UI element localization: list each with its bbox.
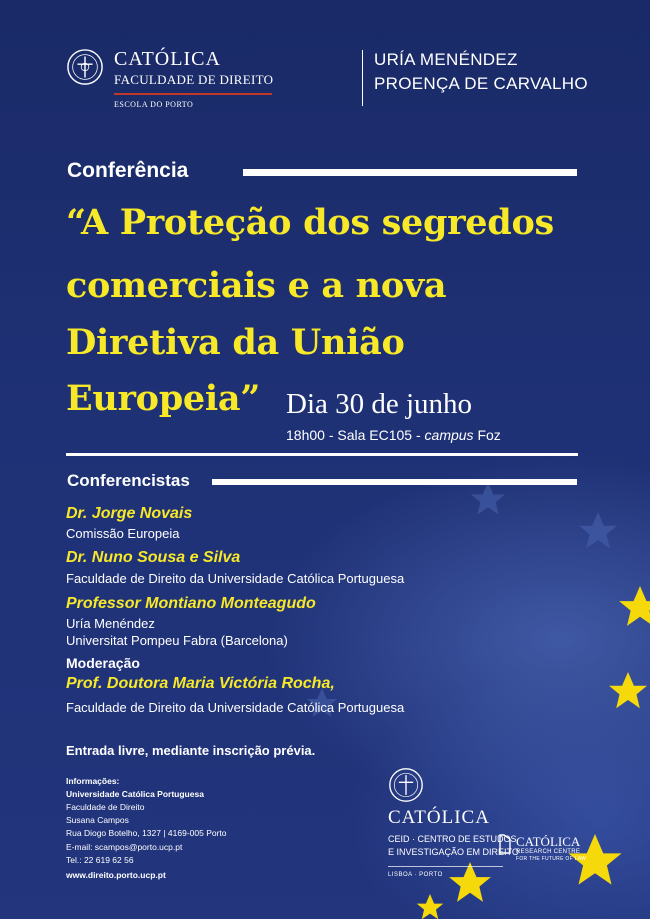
speaker-affiliation: Faculdade de Direito da Universidade Católica Portuguesa [66, 571, 405, 586]
ceid-city: LISBOA · PORTO [388, 872, 443, 878]
speaker-name: Professor Montiano Monteagudo [66, 595, 316, 612]
ceid-line: E INVESTIGAÇÃO EM DIREITO [388, 847, 519, 857]
catolica-red-rule [114, 93, 272, 95]
eu-star-icon [449, 862, 491, 902]
ceid-line: CEID · CENTRO DE ESTUDOS [388, 834, 517, 844]
research-centre-icon [498, 833, 512, 855]
university-seal-icon [66, 48, 104, 86]
speaker-name: Dr. Nuno Sousa e Silva [66, 549, 241, 566]
title-line: “A Proteção dos segredos [66, 202, 554, 243]
catolica-faculty: FACULDADE DE DIREITO [114, 72, 274, 87]
speaker-affiliation: Uría Menéndez [66, 616, 155, 631]
info-website: www.direito.porto.ucp.pt [66, 870, 166, 880]
entry-note: Entrada livre, mediante inscrição prévia. [66, 743, 316, 758]
eu-star-icon [609, 672, 647, 708]
speaker-affiliation: Universitat Pompeu Fabra (Barcelona) [66, 633, 288, 648]
eu-star-icon [417, 894, 444, 919]
research-centre-line: RESEARCH CENTRE [516, 849, 581, 855]
catolica-name: CATÓLICA [114, 48, 221, 70]
partner-line-2: PROENÇA DE CARVALHO [374, 74, 588, 93]
info-phone: Tel.: 22 619 62 56 [66, 855, 134, 865]
ceid-rule [388, 866, 503, 867]
event-time-location [286, 427, 501, 443]
moderator-affiliation: Faculdade de Direito da Universidade Católica Portuguesa [66, 700, 405, 715]
event-date: Dia 30 de junho [286, 388, 473, 420]
footer-catolica-name: CATÓLICA [388, 807, 490, 828]
time-suffix: Foz [473, 427, 501, 443]
university-seal-icon [388, 767, 424, 803]
time-campus: campus [424, 427, 474, 443]
speakers-bar [212, 479, 577, 485]
info-line: Rua Diogo Botelho, 1327 | 4169-005 Porto [66, 828, 227, 838]
research-centre-line: FOR THE FUTURE OF LAW [516, 856, 587, 862]
speaker-affiliation: Comissão Europeia [66, 526, 180, 541]
catolica-school: ESCOLA DO PORTO [114, 100, 194, 109]
info-line: Universidade Católica Portuguesa [66, 789, 204, 799]
partner-line-1: URÍA MENÉNDEZ [374, 50, 518, 69]
eu-star-icon [471, 482, 505, 515]
research-centre-name: CATÓLICA [516, 834, 581, 849]
eu-star-icon [619, 586, 650, 626]
title-line: Europeia” [66, 378, 261, 419]
header-divider [362, 50, 363, 106]
moderation-label: Moderação [66, 655, 140, 671]
conference-bar [243, 169, 577, 176]
speakers-label: Conferencistas [67, 471, 190, 490]
info-label: Informações: [66, 776, 120, 786]
title-line: comerciais e a nova [66, 265, 447, 306]
moderator-name: Prof. Doutora Maria Victória Rocha, [66, 675, 335, 692]
title-line: Diretiva da União [66, 322, 405, 363]
conference-label: Conferência [67, 159, 189, 182]
speaker-name: Dr. Jorge Novais [66, 505, 193, 522]
date-rule [66, 453, 578, 456]
info-line: Faculdade de Direito [66, 802, 145, 812]
time-prefix: 18h00 - Sala EC105 - [286, 427, 425, 443]
info-line: Susana Campos [66, 815, 129, 825]
eu-star-icon [579, 512, 617, 548]
info-email: E-mail: scampos@porto.ucp.pt [66, 842, 183, 852]
